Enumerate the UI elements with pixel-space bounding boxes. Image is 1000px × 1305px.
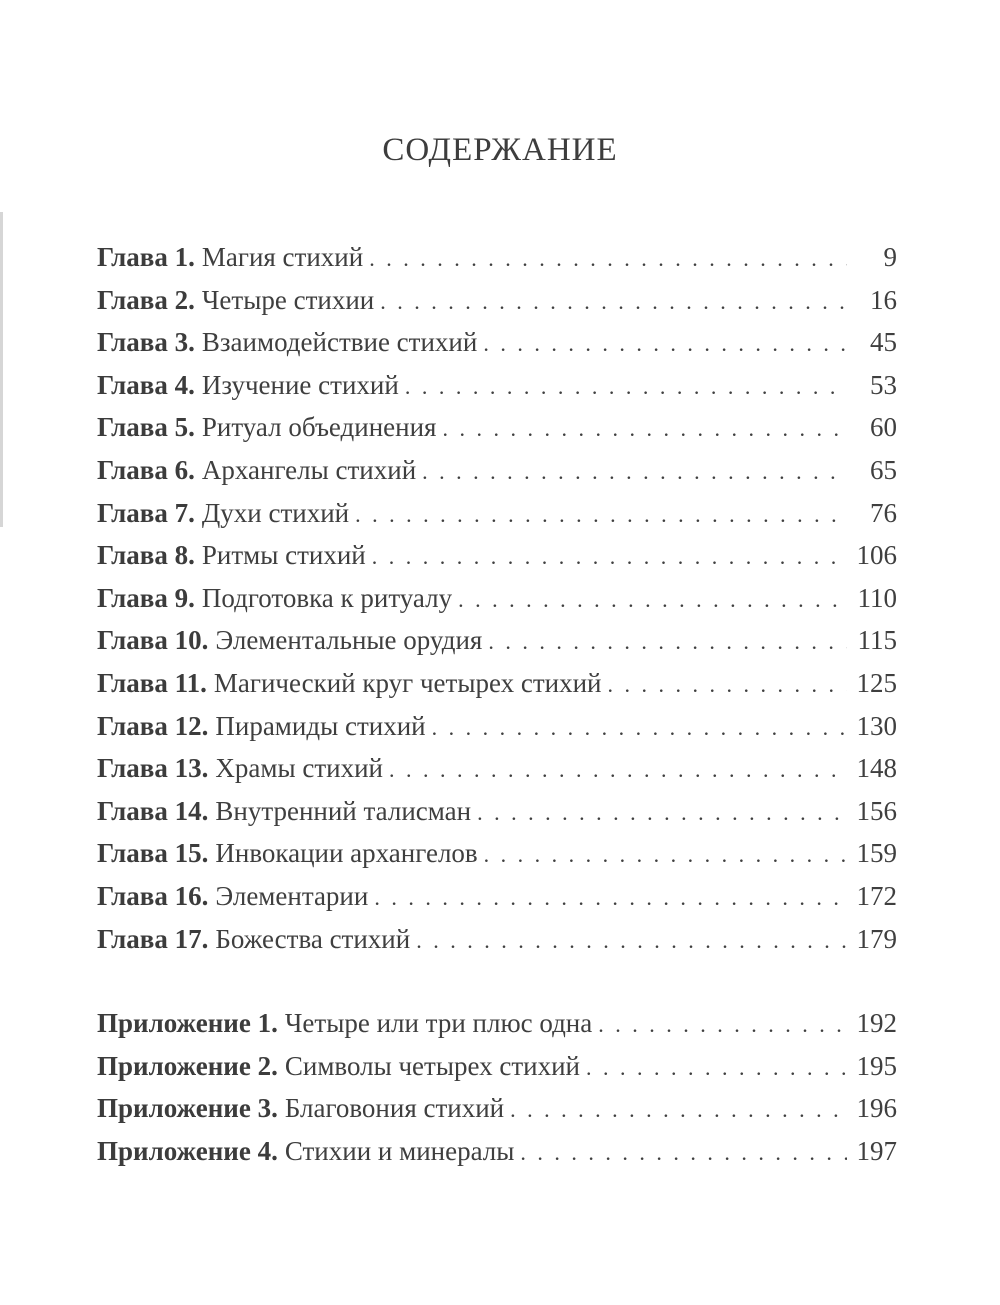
dot-leader [484,834,847,876]
toc-entry-chapter-7[interactable] [97,492,897,535]
toc-entry-label: Глава 6. [97,454,195,485]
toc-entry-name: Четыре стихии [201,284,375,315]
toc-entry-name: Внутренний талисман [215,795,472,826]
toc-entry-label: Приложение 1. [97,1008,278,1038]
toc-entry-chapter-1[interactable] [97,236,897,279]
toc-entry-page: 16 [870,284,897,315]
toc-entry-page: 159 [856,838,897,869]
toc-entry-page: 148 [856,753,897,784]
toc-entry-page: 196 [856,1093,897,1124]
toc-entry-name: Четыре или три плюс одна [284,1008,593,1038]
toc-entry-page: 130 [856,710,897,741]
toc-entry-label: Глава 4. [97,369,195,400]
toc-entry-page: 195 [856,1050,897,1081]
dot-leader [483,323,847,365]
dot-leader [510,1089,846,1131]
toc-entry-page: 9 [883,242,897,272]
toc-entry-page: 179 [856,923,897,954]
toc-entry-label: Глава 11. [97,667,207,698]
toc-entry-chapter-13[interactable] [97,747,897,790]
toc-entry-name: Стихии и минералы [284,1135,515,1166]
dot-leader [422,451,847,493]
dot-leader [380,281,847,323]
toc-entry-page: 115 [857,625,897,656]
chapters-list [97,236,897,960]
toc-entry-label: Глава 5. [97,412,195,443]
dot-leader [432,707,847,749]
dot-leader [405,366,847,408]
toc-entry-page: 172 [856,880,897,911]
toc-entry-page: 106 [856,540,897,571]
toc-entry-name: Элементарии [215,880,369,911]
toc-entry-name: Пирамиды стихий [215,710,426,741]
toc-entry-label: Глава 10. [97,625,209,656]
toc-entry-name: Ритмы стихий [201,540,366,571]
toc-entry-chapter-8[interactable] [97,534,897,577]
toc-entry-page: 110 [857,582,897,613]
toc-entry-chapter-5[interactable] [97,406,897,449]
toc-entry-label: Глава 16. [97,880,209,911]
toc-entry-name: Архангелы стихий [201,454,417,485]
toc-entry-chapter-3[interactable] [97,321,897,364]
toc-entry-chapter-16[interactable] [97,875,897,918]
appendices-list [97,1002,897,1172]
toc-entry-name: Храмы стихий [215,753,383,784]
toc-entry-chapter-10[interactable] [97,619,897,662]
toc-entry-label: Глава 14. [97,795,209,826]
dot-leader [488,621,847,663]
toc-entry-appendix-4[interactable] [97,1130,897,1173]
toc-entry-appendix-1[interactable] [97,1002,897,1045]
toc-entry-name: Изучение стихий [201,369,399,400]
toc-entry-label: Глава 13. [97,753,209,784]
toc-entry-page: 53 [870,369,897,400]
dot-leader [477,792,846,834]
toc-entry-label: Глава 3. [97,327,195,358]
dot-leader [355,494,847,536]
toc-entry-chapter-12[interactable] [97,705,897,748]
page-edge [0,212,3,527]
toc-entry-name: Благовония стихий [284,1093,505,1124]
toc-entry-page: 45 [870,327,897,358]
toc-entry-label: Приложение 3. [97,1093,278,1124]
dot-leader [442,408,847,450]
toc-entry-chapter-11[interactable] [97,662,897,705]
toc-entry-label: Глава 12. [97,710,209,741]
toc-entry-chapter-17[interactable] [97,918,897,961]
toc-entry-label: Приложение 4. [97,1135,278,1166]
toc-entry-name: Магический круг четырех стихий [213,667,602,698]
toc-entry-appendix-3[interactable] [97,1087,897,1130]
toc-entry-page: 76 [870,497,897,528]
toc-entry-chapter-6[interactable] [97,449,897,492]
dot-leader [372,536,847,578]
dot-leader [374,877,846,919]
toc-entry-name: Ритуал объединения [201,412,437,443]
dot-leader [369,238,847,280]
toc-entry-label: Приложение 2. [97,1050,278,1081]
dot-leader [607,664,846,706]
page-title: СОДЕРЖАНИЕ [382,132,618,168]
toc-entry-chapter-4[interactable] [97,364,897,407]
dot-leader [389,749,847,791]
toc-entry-name: Магия стихий [201,242,364,272]
toc-entry-chapter-2[interactable] [97,279,897,322]
dot-leader [598,1004,846,1046]
toc-entry-page: 60 [870,412,897,443]
toc-entry-label: Глава 2. [97,284,195,315]
toc-entry-name: Символы четырех стихий [284,1050,580,1081]
toc-entry-label: Глава 8. [97,540,195,571]
toc-entry-name: Подготовка к ритуалу [201,582,453,613]
toc-entry-name: Взаимодействие стихий [201,327,478,358]
dot-leader [458,579,847,621]
toc-entry-page: 125 [856,667,897,698]
dot-leader [520,1132,846,1174]
toc-entry-name: Элементальные орудия [215,625,483,656]
toc-entry-label: Глава 9. [97,582,195,613]
toc-entry-label: Глава 17. [97,923,209,954]
toc-entry-page: 197 [856,1135,897,1166]
toc-entry-chapter-14[interactable] [97,790,897,833]
toc-entry-label: Глава 1. [97,242,195,272]
toc-entry-label: Глава 7. [97,497,195,528]
dot-leader [586,1047,847,1089]
toc-entry-page: 65 [870,454,897,485]
toc-entry-appendix-2[interactable] [97,1045,897,1088]
toc-entry-page: 156 [856,795,897,826]
toc-entry-chapter-15[interactable] [97,832,897,875]
toc-entry-name: Божества стихий [215,923,411,954]
toc-entry-page: 192 [856,1008,897,1038]
toc-entry-name: Инвокации архангелов [215,838,478,869]
dot-leader [416,920,846,962]
toc-entry-name: Духи стихий [201,497,350,528]
toc-entry-chapter-9[interactable] [97,577,897,620]
toc-entry-label: Глава 15. [97,838,209,869]
